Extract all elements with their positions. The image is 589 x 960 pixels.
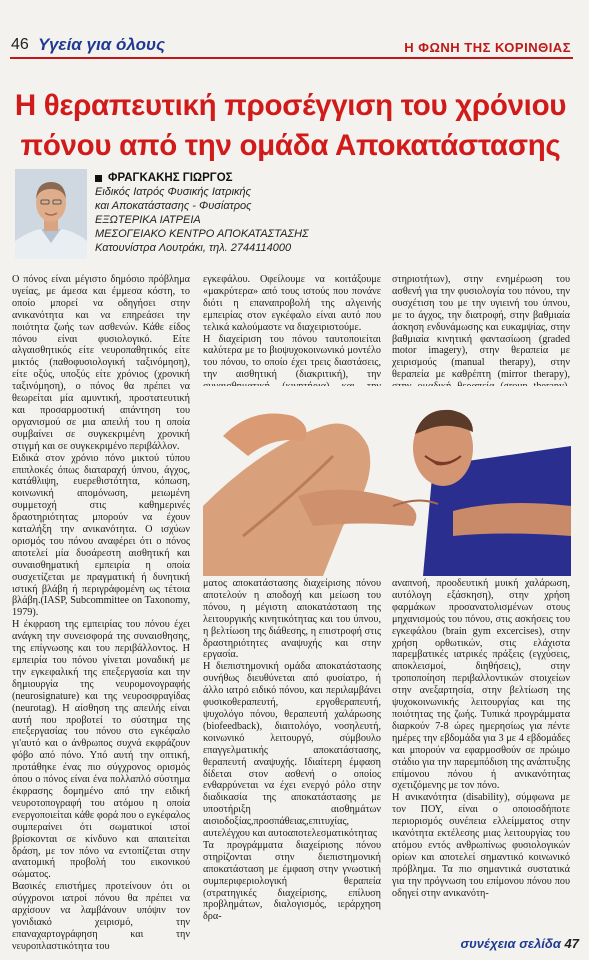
author-specialty: Ειδικός Ιατρός Φυσικής Ιατρικής [95,186,251,198]
author-name: ΦΡΑΓΚΑΚΗΣ ΓΙΩΡΓΟΣ [108,172,233,184]
paragraph: εγκεφάλου. Οφείλουμε να κοιτάξουμε «μακρύτερα» από τους ιστούς που πονάνε διότι η επαναπροβολή της αλγεινής εμπειρίας στον εγκέφαλο είναι αυτό που τελικά καλούμαστε να διαχειριστούμε. [203,274,381,333]
author-block [95,171,309,255]
column-1 [12,274,190,953]
author-address: Κατουνίστρα Λουτράκι, τηλ. 2744114000 [95,242,292,254]
bullet-square-icon [95,175,102,182]
column-2-bottom [203,578,381,923]
paragraph: Τα προγράμματα διαχείρισης πόνου στηρίζονται στην διεπιστημονική αποκατάσταση με έμφαση στην γνωστική συμπεριφεριολογική θεραπεία (στρατηγικές διαχείρισης, επίλυση προβλημάτων, διαλογισμός, ιεράρχηση δρα- [203,839,381,923]
section-title: Υγεία για όλους [38,35,166,54]
paragraph: Ο πόνος είναι μέγιστο δημόσιο πρόβλημα υγείας, με άμεσα και έμμεσα κόστη, το οποίο μπορεί να οδηγήσει στην ανικανότητα και να επηρεάσει την ποιότητα ζωής των ασθενών. Κάθε είδος πόνου είναι φυσιολογικό. Είτε αλγαισθητικός είτε νευροπαθητικός είτε μικτός (παθοφυσιολογική ταξινόμηση), είτε οξύς, υποξύς είτε χρόνιος (χρονική ταξινόμηση), ο πόνος θα πρέπει να θεωρείται μία αμυντική, προστατευτική και προσαρμοστική απάντηση του οργανισμού σε μια απειλή του η οποία συμβαίνει σε συγκεκριμένη χρονική στιγμή και σε συγκεκριμένο περιβάλλον. [12,274,190,452]
continued-label: συνέχεια σελίδα [460,936,561,951]
knee-pain-photo [203,386,571,576]
article-title: Η θεραπευτική προσέγγιση του χρόνιου πόνου από την ομάδα Αποκατάστασης [14,89,567,162]
paragraph: στηριοτήτων), στην ενημέρωση του ασθενή για την φυσιολογία του πόνου, την συσχέτιση του με την υγιεινή του ύπνου, με το άγχος, την διατροφή, στην βαθμιαία άσκηση ενδυνάμωσης και ευκαμψίας, στην βαθμιαία κινητική φαντασίωση (graded motor imagery), στην θεραπεία με χειρισμούς (manual therapy), στην θεραπεία με καθρέπτη (mirror therapy), [392,274,570,381]
paragraph: αναπνοή, προοδευτική μυική χαλάρωση, αυτόλογη εξάσκηση), στην χρήση φαρμάκων προσανατολισμένων στους μηχανισμούς του πόνου, στις ασκήσεις του εγκεφάλου (brain gym excercises), στην χρήση ορθωτικών, στις ελάχιστα παρεμβατικές ιατρικές πράξεις (εγχύσεις, αποκλεισμοί, διηθήσεις), στην τροποποίηση περιβαλλοντικών στοιχείων στην ανεξαρτησία, στην βελτίωση της ψυχοκοινωνικής λειτουργίας και της ποιότητας της ζωής. Τυπικά προγράμματα διαρκούν 7-8 ώρες ημερησίως για πέντε ημέρες την εβδομάδα για 3 με 4 εβδομάδες και μπορούν να εφαρμοσθούν σε πρώιμο στάδιο για την παρεμπόδιση της ανάπτυξης επίμονου πόνου ή ανικανότητας σχετιζόμενης με τον πόνο. [392,578,570,792]
column-3-bottom [392,578,570,899]
paragraph: Η διαχείριση του πόνου ταυτοποιείται καλύτερα με το βιοψυχοκοινωνικό μοντέλο του πόνου, το οποίο έχει τρεις διαστάσεις, την αισθητική (διακριτική), την [203,333,381,381]
continued-page: 47 [564,936,579,951]
page-number: 46 [11,36,29,53]
continued-note [460,936,579,951]
author-center: ΜΕΣΟΓΕΙΑΚΟ ΚΕΝΤΡΟ ΑΠΟΚΑΤΑΣΤΑΣΗΣ [95,228,309,240]
header-rule [10,57,573,59]
paragraph: ματος αποκατάστασης διαχείρισης πόνου αποτελούν η αποδοχή και μείωση του πόνου, η μέγιστη αποκατάσταση της λειτουργικής κινητικότητας και του ύπνου, η βελτίωση της διάθεσης, η επιστροφή στις δραστηριότητες αναψυχής και στην εργασία. [203,578,381,661]
paragraph: Η έκφραση της εμπειρίας του πόνου έχει ανάγκη την συνεισφορά της συναισθησης, της επίγνωσης και του περιβάλλοντος. Η εμπειρία του πόνου γίνεται μοναδική με την εγκεφαλική της επεξεργασία και την δημιουργία της νευρομονογραφής (neurosignature) και της νευροσφραγίδας (neurotag). Η αίσθηση της απειλής είναι αυτή που προβοτεί το σύστημα της επεξεργασίας του πόνου στο εγκέφαλο γι'αυτό και ο άνθρωπος συχνά εκφράζουν φόβο από πόνο. Υπό αυτή την οπτική, προτάθηκε ένας πιο σύγχρονος ορισμός όπου ο πόνος είναι ένα πολλαπλό σύστημα έκφρασης δομημένο από την ειδική νευροτοπογραφή του ατόμου η οποία ενεργοποιείται κάθε φορά που ο εγκέφαλος συμπεραίνει ότι σωματικοί ιστοί βρίσκονται σε κίνδυνο και απαιτείται δράση, με τον πόνο να εντοπίζεται στην ανατομική προβολή του εικονικού σώματος. [12,619,190,881]
author-photo [15,169,87,259]
paragraph: Η διεπιστημονική ομάδα αποκατάστασης συνήθως διευθύνεται από φυσίατρο, ή άλλο ιατρό ειδικό πόνου, και περιλαμβάνει φυσικοθεραπευτή, εργοθεραπευτή, ψυχολόγο πόνου, θεραπευτή χαλάρωσης (biofeedback), διαιτολόγο, νοσηλευτή, κοινωνικό λειτουργό, σύμβουλο επαγγελματικής αποκατάστασης, θεραπευτή αναψυχής. Ιδιαίτερη έμφαση δίδεται στον ασθενή ο οποίος ενθαρρύνεται να έχει ενεργό ρόλο στην διαδικασία της αποκατάστασης με υποστήριξη αισθημάτων αισιοδοξίας,προσπάθειας,επιτυχίας, αυτελέγχου και αυτοαποτελεσματικότητας [203,661,381,840]
paragraph: Η ανικανότητα (disability), σύμφωνα με τον ΠΟΥ, είναι ο οποιοσδήποτε περιορισμός συνέπεια ελλείμματος στην ικανότητα εκτέλεσης μιας λειτουργίας του ατόμου εντός ανθρωπίνως φυσιολογικών ορίων και αποτελεί σημαντικό κοινωνικό πρόβλημα. Τα πιο σημαντικά συστατικά για την πρόγνωση του επίμονου πόνου που οδηγεί στην ανικανότη- [392,792,570,899]
publication-name: Η ΦΩΝΗ ΤΗΣ ΚΟΡΙΝΘΙΑΣ [404,40,571,55]
paragraph: Βασικές επιστήμες προτείνουν ότι οι σύγχρονοι ιατροί πόνου θα πρέπει να αρχίσουν να λαμβάνουν υπόψιν τον γονιδιακό χειρισμό, την επαναχαρτογράφηση και την νευροπλαστικότητα του [12,881,190,952]
author-name-row [95,171,309,185]
author-clinic: ΕΞΩΤΕΡΙΚΑ ΙΑΤΡΕΙΑ [95,214,201,226]
paragraph: Ειδικά στον χρόνιο πόνο μικτού τύπου επιπλοκές όπως διαταραχή ύπνου, άγχος, κατάθλιψη, ευερεθιστότητα, κόπωση, κοινωνική απομόνωση, μειωμένη συμμετοχή στις καθημερινές δραστηριότητας μπορούν να έχουν καταλήξη την ανικανότητα. Ο ισχύων ορισμός του πόνου αναφέρει ότι ο πόνος αποτελεί μία δυσάρεστη αισθητική και συναισθηματική εμπειρία η οποία συσχετίζεται με πραγματική ή δυνητική ιστική βλάβη ή περιγράφομένη ως τέτοια βλάβη.(IASP, Subcommittee on Taxonomy, 1979). [12,452,190,619]
author-specialty-2: και Αποκατάστασης - Φυσίατρος [95,200,252,212]
